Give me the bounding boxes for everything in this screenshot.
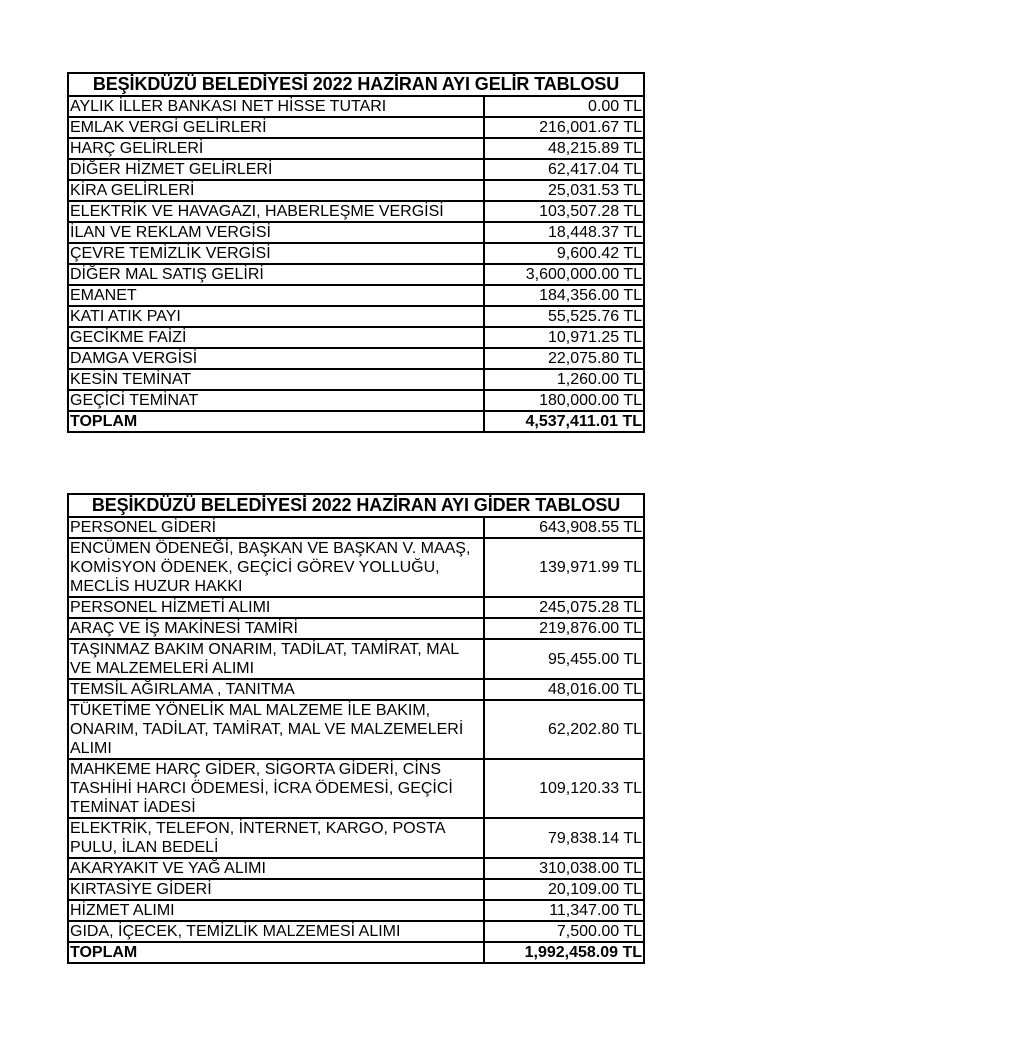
row-label: MAHKEME HARÇ GİDER, SİGORTA GİDERİ, CİNS TASHİHİ HARCI ÖDEMESİ, İCRA ÖDEMESİ, GEÇİCİ TEMİNAT İADESİ <box>68 759 484 818</box>
row-amount: 245,075.28 TL <box>484 597 644 618</box>
row-label: KESİN TEMİNAT <box>68 369 484 390</box>
table-row <box>68 639 644 679</box>
row-label: DAMGA VERGİSİ <box>68 348 484 369</box>
row-label: KIRTASİYE GİDERİ <box>68 879 484 900</box>
row-amount: 3,600,000.00 TL <box>484 264 644 285</box>
row-amount: 216,001.67 TL <box>484 117 644 138</box>
table-row <box>68 243 644 264</box>
total-label: TOPLAM <box>68 942 484 963</box>
row-amount: 310,038.00 TL <box>484 858 644 879</box>
row-amount: 62,417.04 TL <box>484 159 644 180</box>
row-amount: 103,507.28 TL <box>484 201 644 222</box>
row-label: ELEKTRİK, TELEFON, İNTERNET, KARGO, POSTA PULU, İLAN BEDELİ <box>68 818 484 858</box>
row-amount: 9,600.42 TL <box>484 243 644 264</box>
table-row <box>68 879 644 900</box>
income-table-title: BEŞİKDÜZÜ BELEDİYESİ 2022 HAZİRAN AYI GELİR TABLOSU <box>68 73 644 96</box>
row-amount: 25,031.53 TL <box>484 180 644 201</box>
row-label: KİRA GELİRLERİ <box>68 180 484 201</box>
row-amount: 10,971.25 TL <box>484 327 644 348</box>
table-row <box>68 264 644 285</box>
row-label: ARAÇ VE İŞ MAKİNESİ TAMİRİ <box>68 618 484 639</box>
row-label: ENCÜMEN ÖDENEĞİ, BAŞKAN VE BAŞKAN V. MAAŞ, KOMİSYON ÖDENEK, GEÇİCİ GÖREV YOLLUĞU, MECLİS HUZUR HAKKI <box>68 538 484 597</box>
row-amount: 11,347.00 TL <box>484 900 644 921</box>
table-row <box>68 390 644 411</box>
row-label: KATI ATIK PAYI <box>68 306 484 327</box>
row-amount: 7,500.00 TL <box>484 921 644 942</box>
row-label: EMANET <box>68 285 484 306</box>
row-amount: 22,075.80 TL <box>484 348 644 369</box>
table-row <box>68 369 644 390</box>
row-amount: 62,202.80 TL <box>484 700 644 759</box>
row-label: ÇEVRE TEMİZLİK VERGİSİ <box>68 243 484 264</box>
row-amount: 643,908.55 TL <box>484 517 644 538</box>
table-row <box>68 618 644 639</box>
income-total-row <box>68 411 644 432</box>
table-row <box>68 96 644 117</box>
table-row <box>68 306 644 327</box>
row-label: AYLIK İLLER BANKASI NET HİSSE TUTARI <box>68 96 484 117</box>
row-label: TAŞINMAZ BAKIM ONARIM, TADİLAT, TAMİRAT, MAL VE MALZEMELERİ ALIMI <box>68 639 484 679</box>
expense-table-title: BEŞİKDÜZÜ BELEDİYESİ 2022 HAZİRAN AYI GİDER TABLOSU <box>68 494 644 517</box>
table-row <box>68 517 644 538</box>
total-amount: 4,537,411.01 TL <box>484 411 644 432</box>
table-row <box>68 700 644 759</box>
row-amount: 109,120.33 TL <box>484 759 644 818</box>
table-row <box>68 138 644 159</box>
row-label: İLAN VE REKLAM VERGİSİ <box>68 222 484 243</box>
row-label: DİĞER HİZMET GELİRLERİ <box>68 159 484 180</box>
row-amount: 48,215.89 TL <box>484 138 644 159</box>
table-row <box>68 858 644 879</box>
row-label: GEÇİCİ TEMİNAT <box>68 390 484 411</box>
row-amount: 55,525.76 TL <box>484 306 644 327</box>
total-amount: 1,992,458.09 TL <box>484 942 644 963</box>
row-label: ELEKTRİK VE HAVAGAZI, HABERLEŞME VERGİSİ <box>68 201 484 222</box>
income-title-row <box>68 73 644 96</box>
table-row <box>68 597 644 618</box>
income-table <box>67 72 645 433</box>
row-amount: 20,109.00 TL <box>484 879 644 900</box>
table-row <box>68 117 644 138</box>
table-row <box>68 538 644 597</box>
table-row <box>68 327 644 348</box>
row-label: GIDA, İÇECEK, TEMİZLİK MALZEMESİ ALIMI <box>68 921 484 942</box>
row-label: TEMSİL AĞIRLAMA , TANITMA <box>68 679 484 700</box>
row-amount: 1,260.00 TL <box>484 369 644 390</box>
expense-total-row <box>68 942 644 963</box>
row-amount: 18,448.37 TL <box>484 222 644 243</box>
row-label: PERSONEL GİDERİ <box>68 517 484 538</box>
row-amount: 95,455.00 TL <box>484 639 644 679</box>
table-row <box>68 348 644 369</box>
table-row <box>68 201 644 222</box>
row-amount: 79,838.14 TL <box>484 818 644 858</box>
table-row <box>68 818 644 858</box>
row-label: HİZMET ALIMI <box>68 900 484 921</box>
expense-table <box>67 493 645 964</box>
expense-title-row <box>68 494 644 517</box>
table-row <box>68 921 644 942</box>
table-row <box>68 759 644 818</box>
row-label: DİĞER MAL SATIŞ GELİRİ <box>68 264 484 285</box>
row-amount: 0.00 TL <box>484 96 644 117</box>
table-row <box>68 222 644 243</box>
row-label: HARÇ GELİRLERİ <box>68 138 484 159</box>
row-amount: 48,016.00 TL <box>484 679 644 700</box>
row-amount: 184,356.00 TL <box>484 285 644 306</box>
row-label: GECİKME FAİZİ <box>68 327 484 348</box>
row-label: PERSONEL HİZMETİ ALIMI <box>68 597 484 618</box>
row-amount: 139,971.99 TL <box>484 538 644 597</box>
row-amount: 219,876.00 TL <box>484 618 644 639</box>
row-label: EMLAK VERGİ GELİRLERİ <box>68 117 484 138</box>
table-row <box>68 159 644 180</box>
row-label: AKARYAKIT VE YAĞ ALIMI <box>68 858 484 879</box>
table-row <box>68 285 644 306</box>
row-label: TÜKETİME YÖNELİK MAL MALZEME İLE BAKIM, ONARIM, TADİLAT, TAMİRAT, MAL VE MALZEMELERİ ALIMI <box>68 700 484 759</box>
table-row <box>68 679 644 700</box>
table-row <box>68 900 644 921</box>
row-amount: 180,000.00 TL <box>484 390 644 411</box>
table-row <box>68 180 644 201</box>
total-label: TOPLAM <box>68 411 484 432</box>
